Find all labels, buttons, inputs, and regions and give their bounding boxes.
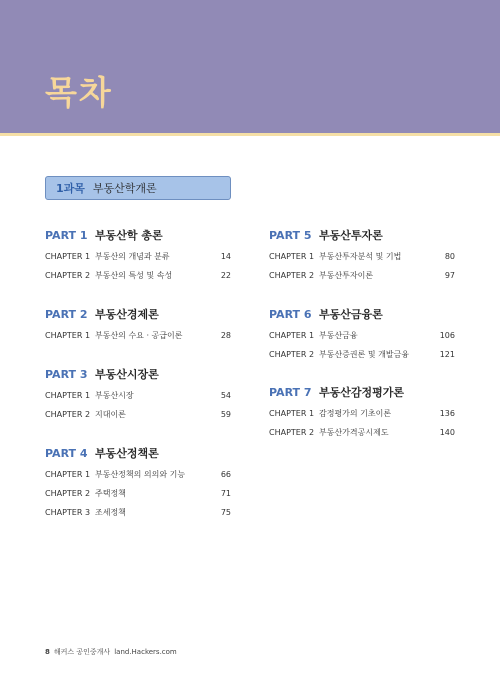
chapter-label: CHAPTER 2 bbox=[45, 489, 91, 498]
part-heading bbox=[45, 306, 231, 322]
chapter-title: 주택정책 bbox=[95, 489, 126, 498]
part-title: 부동산금융론 bbox=[319, 308, 383, 321]
part-title: 부동산학 총론 bbox=[95, 229, 163, 242]
chapter-title: 부동산의 수요 · 공급이론 bbox=[95, 331, 183, 340]
part-title: 부동산감정평가론 bbox=[319, 386, 405, 399]
chapter-title: 조세정책 bbox=[95, 508, 126, 517]
part-label: PART 2 bbox=[45, 308, 88, 321]
chapter-title: 감정평가의 기초이론 bbox=[319, 409, 392, 418]
chapter-title: 부동산가격공시제도 bbox=[319, 428, 389, 437]
header-band bbox=[0, 0, 500, 133]
chapter-row[interactable] bbox=[269, 251, 455, 270]
chapter-page: 97 bbox=[444, 271, 455, 280]
chapter-page: 66 bbox=[220, 470, 231, 479]
chapter-title: 부동산의 특성 및 속성 bbox=[95, 271, 173, 280]
chapter-row[interactable] bbox=[45, 330, 231, 349]
part-title: 부동산경제론 bbox=[95, 308, 159, 321]
part-label: PART 4 bbox=[45, 447, 88, 460]
chapter-row[interactable] bbox=[269, 408, 455, 427]
part-title: 부동산시장론 bbox=[95, 368, 159, 381]
chapter-row[interactable] bbox=[269, 270, 455, 289]
chapter-label: CHAPTER 1 bbox=[269, 409, 315, 418]
part-heading bbox=[45, 445, 231, 461]
chapter-page: 22 bbox=[220, 271, 231, 280]
chapter-row[interactable] bbox=[45, 270, 231, 289]
page-title: 목차 bbox=[45, 73, 113, 112]
part-label: PART 6 bbox=[269, 308, 312, 321]
chapter-page: 71 bbox=[220, 489, 231, 498]
part-title: 부동산투자론 bbox=[319, 229, 383, 242]
chapter-title: 부동산정책의 의의와 기능 bbox=[95, 470, 186, 479]
chapter-row[interactable] bbox=[269, 330, 455, 349]
header-divider bbox=[0, 133, 500, 136]
chapter-row[interactable] bbox=[269, 349, 455, 368]
chapter-page: 121 bbox=[439, 350, 455, 359]
chapter-page: 75 bbox=[220, 508, 231, 517]
chapter-label: CHAPTER 1 bbox=[45, 252, 91, 261]
chapter-label: CHAPTER 1 bbox=[45, 391, 91, 400]
chapter-label: CHAPTER 1 bbox=[269, 252, 315, 261]
chapter-row[interactable] bbox=[269, 427, 455, 446]
part-6 bbox=[269, 306, 455, 368]
chapter-page: 28 bbox=[220, 331, 231, 340]
chapter-title: 부동산시장 bbox=[95, 391, 134, 400]
page-footer bbox=[45, 647, 177, 657]
chapter-title: 부동산금융 bbox=[319, 331, 358, 340]
chapter-page: 59 bbox=[220, 410, 231, 419]
subject-box bbox=[45, 176, 231, 200]
chapter-row[interactable] bbox=[45, 390, 231, 409]
part-heading bbox=[45, 366, 231, 382]
chapter-title: 부동산투자이론 bbox=[319, 271, 374, 280]
part-label: PART 5 bbox=[269, 229, 312, 242]
part-heading bbox=[269, 384, 455, 400]
part-4 bbox=[45, 445, 231, 526]
subject-name: 부동산학개론 bbox=[92, 182, 157, 195]
part-title: 부동산정책론 bbox=[95, 447, 159, 460]
footer-url[interactable]: land.Hackers.com bbox=[114, 648, 177, 656]
part-heading bbox=[45, 227, 231, 243]
chapter-page: 54 bbox=[220, 391, 231, 400]
chapter-title: 부동산의 개념과 분류 bbox=[95, 252, 170, 261]
chapter-title: 부동산증권론 및 개발금융 bbox=[319, 350, 410, 359]
chapter-label: CHAPTER 3 bbox=[45, 508, 91, 517]
chapter-page: 14 bbox=[220, 252, 231, 261]
chapter-page: 140 bbox=[439, 428, 455, 437]
part-label: PART 1 bbox=[45, 229, 88, 242]
chapter-label: CHAPTER 2 bbox=[269, 271, 315, 280]
chapter-row[interactable] bbox=[45, 488, 231, 507]
part-7 bbox=[269, 384, 455, 446]
part-1 bbox=[45, 227, 231, 289]
chapter-label: CHAPTER 2 bbox=[45, 271, 91, 280]
chapter-page: 106 bbox=[439, 331, 455, 340]
chapter-page: 80 bbox=[444, 252, 455, 261]
part-label: PART 3 bbox=[45, 368, 88, 381]
subject-number: 1과목 bbox=[56, 182, 85, 195]
chapter-label: CHAPTER 1 bbox=[45, 331, 91, 340]
part-3 bbox=[45, 366, 231, 428]
part-2 bbox=[45, 306, 231, 349]
chapter-page: 136 bbox=[439, 409, 455, 418]
chapter-title: 부동산투자분석 및 기법 bbox=[319, 252, 402, 261]
part-label: PART 7 bbox=[269, 386, 312, 399]
chapter-label: CHAPTER 2 bbox=[269, 428, 315, 437]
chapter-row[interactable] bbox=[45, 409, 231, 428]
chapter-label: CHAPTER 2 bbox=[269, 350, 315, 359]
footer-page-number: 8 bbox=[45, 648, 50, 656]
chapter-label: CHAPTER 1 bbox=[269, 331, 315, 340]
chapter-row[interactable] bbox=[45, 507, 231, 526]
chapter-label: CHAPTER 1 bbox=[45, 470, 91, 479]
part-5 bbox=[269, 227, 455, 289]
chapter-label: CHAPTER 2 bbox=[45, 410, 91, 419]
chapter-title: 지대이론 bbox=[95, 410, 126, 419]
part-heading bbox=[269, 227, 455, 243]
footer-brand: 해커스 공인중개사 bbox=[53, 648, 111, 656]
part-heading bbox=[269, 306, 455, 322]
chapter-row[interactable] bbox=[45, 469, 231, 488]
chapter-row[interactable] bbox=[45, 251, 231, 270]
